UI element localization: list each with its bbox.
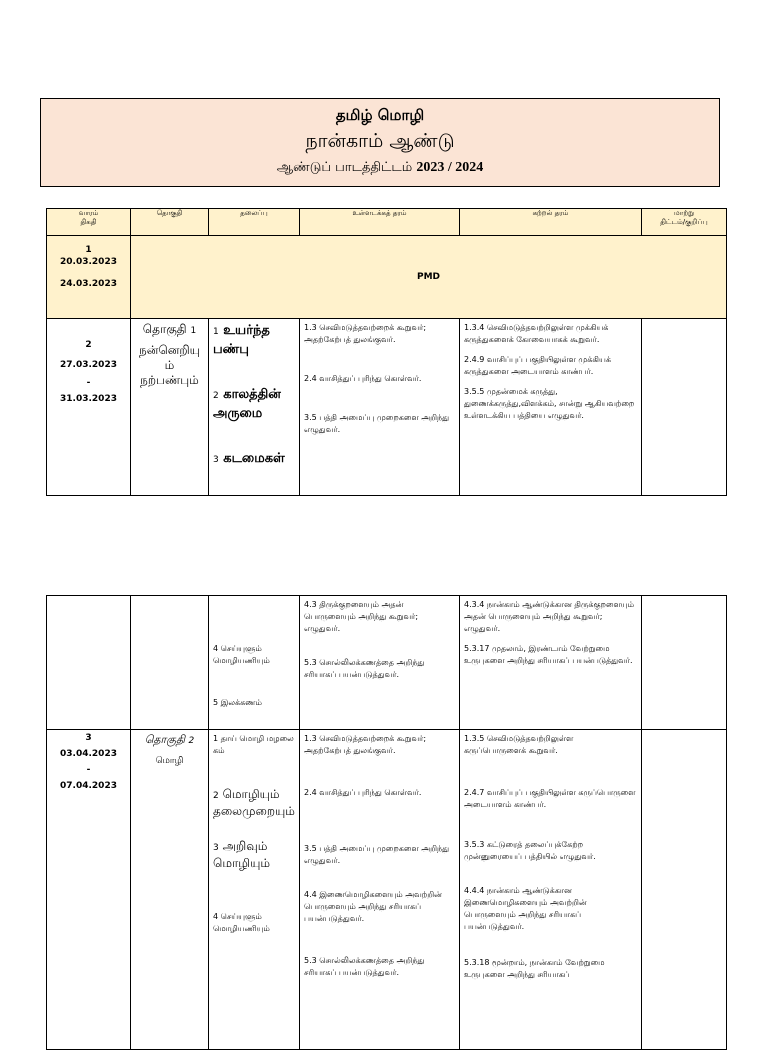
- week-cell: 1 20.03.2023 24.03.2023: [47, 236, 131, 319]
- week-cell: [47, 596, 131, 730]
- header-row: [47, 209, 727, 236]
- scheme-table-page-1: [46, 208, 727, 496]
- col-remarks: மாற்று திட்டம்/குறிப்பு: [642, 209, 727, 236]
- content-standard-cell: 1.3 செவிமடுத்தவற்றைக் கூறுவர்; அதற்கேற்பத் துலங்குவர். 2.4 வாசித்துப் புரிந்து கொள்வர். 3.5 பத்தி அமைப்பு முறைகளை அறிந்து எழுதுவர்.: [300, 319, 460, 496]
- title-box: [40, 98, 720, 187]
- week-cell: 3 03.04.2023 - 07.04.2023: [47, 730, 131, 1050]
- subject-title: தமிழ் மொழி: [335, 106, 425, 124]
- learning-standard-cell: 1.3.4 செவிமடுத்தவற்றிலுள்ள முக்கியக் கருத்துகளைக் கோவையாகக் கூறுவர். 2.4.9 வாசிப்புப் பகுதியிலுள்ள முக்கியக் கருத்துகளை அடையாளம் காண்பர். 3.5.5 முதன்மைக் கருத்து, துணைக்கருத்து,விளக்கம், சான்று ஆகியவற்றை உள்ளடக்கிய பத்தியை எழுதுவர்.: [460, 319, 642, 496]
- table-row: [47, 319, 727, 496]
- col-unit: தொகுதி: [131, 209, 209, 236]
- pmd-cell: PMD: [131, 236, 727, 319]
- col-learning-standard: கற்றல் தரம்: [460, 209, 642, 236]
- plan-year: 2023 / 2024: [416, 160, 484, 175]
- table-row: [47, 730, 727, 1050]
- topic-cell: 4 செய்யுளும் மொழியணியும் 5 இலக்கணம்: [209, 596, 300, 730]
- unit-cell: தொகுதி 2 மொழி: [131, 730, 209, 1050]
- table-row: [47, 596, 727, 730]
- table-row: [47, 236, 727, 319]
- col-week: வாரம் திகதி: [47, 209, 131, 236]
- content-standard-cell: 1.3 செவிமடுத்தவற்றைக் கூறுவர்; அதற்கேற்பத் துலங்குவர். 2.4 வாசித்துப் புரிந்து கொள்வர். 3.5 பத்தி அமைப்பு முறைகளை அறிந்து எழுதுவர். 4.4 இணைமொழிகளையும் அவற்றின் பொருளையும் அறிந்து சரியாகப் பயன்படுத்துவர். 5.3 சொல்லிலக்கணத்தை அறிந்து சரியாகப் பயன்படுத்துவர்.: [300, 730, 460, 1050]
- topic-cell: 1 உயர்ந்த பண்பு 2 காலத்தின் அருமை 3 கடமைகள்: [209, 319, 300, 496]
- plan-heading: [41, 160, 719, 176]
- week-cell: 2 27.03.2023 - 31.03.2023: [47, 319, 131, 496]
- topic-cell: 1 தாய் மொழி மழலை கம் 2 மொழியும் தலைமுறையும் 3 அறிவும் மொழியும் 4 செய்யுளும் மொழியணியும்: [209, 730, 300, 1050]
- remarks-cell: [642, 596, 727, 730]
- content-standard-cell: 4.3 திருக்குறளையும் அதன் பொருளையும் அறிந்து கூறுவர்; எழுதுவர். 5.3 சொல்லிலக்கணத்தை அறிந்து சரியாகப் பயன்படுத்துவர்.: [300, 596, 460, 730]
- unit-cell: தொகுதி 1 நன்னெறியு ம் நற்பண்பும்: [131, 319, 209, 496]
- unit-cell: [131, 596, 209, 730]
- col-topic: தலைப்பு: [209, 209, 300, 236]
- learning-standard-cell: 1.3.5 செவிமடுத்தவற்றிலுள்ள கருப்பொருளைக் கூறுவர். 2.4.7 வாசிப்புப் பகுதியிலுள்ள கருப்பொருளை அடையாளம் காண்பர். 3.5.3 கட்டுரைத் தலைப்புக்கேற்ற முன்னுரையைப் பத்தியில் எழுதுவர். 4.4.4 நான்காம் ஆண்டுக்கான இணைமொழிகளையும் அவற்றின் பொருளையும் அறிந்து சரியாகப் பயன்படுத்துவர். 5.3.18 மூன்றாம், நான்காம் வேற்றுமை உருபுகளை அறிந்து சரியாகப்: [460, 730, 642, 1050]
- year-level: நான்காம் ஆண்டு: [305, 130, 455, 152]
- learning-standard-cell: 4.3.4 நான்காம் ஆண்டுக்கான திருக்குறளையும் அதன் பொருளையும் அறிந்து கூறுவர்; எழுதுவர். 5.3.17 முதலாம், இரண்டாம் வேற்றுமை உருபுகளை அறிந்து சரியாகப் பயன்படுத்துவர்.: [460, 596, 642, 730]
- remarks-cell: [642, 319, 727, 496]
- col-content-standard: உள்ளடக்கத் தரம்: [300, 209, 460, 236]
- remarks-cell: [642, 730, 727, 1050]
- scheme-table-page-2: [46, 595, 727, 1050]
- plan-label: ஆண்டுப் பாடத்திட்டம்: [276, 160, 413, 175]
